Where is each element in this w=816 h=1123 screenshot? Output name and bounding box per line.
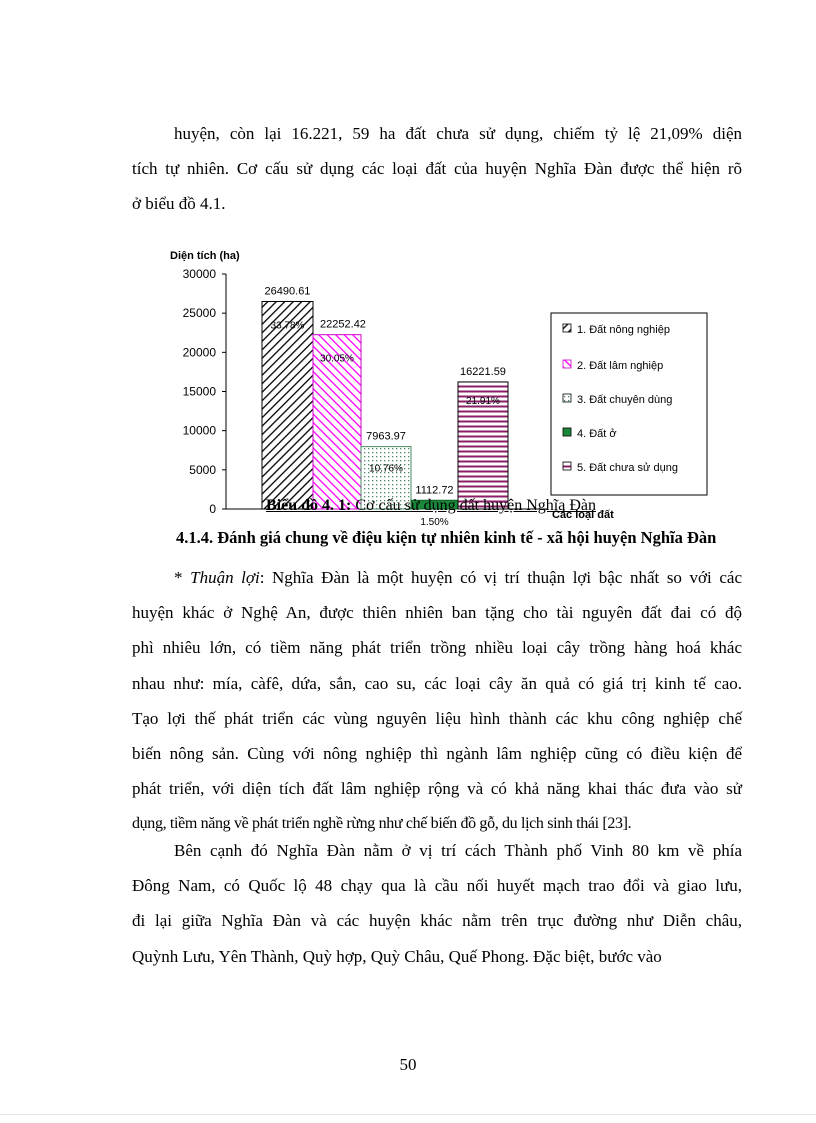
legend-label: 5. Đất chưa sử dụng bbox=[577, 462, 678, 474]
advantage-line: nhau như: mía, càfê, dứa, sắn, cao su, các loại cây ăn quả có giá trị kinh tế cao. bbox=[132, 673, 742, 693]
advantage-label: Thuận lợi bbox=[190, 568, 260, 587]
y-tick-label: 5000 bbox=[189, 462, 216, 477]
advantage-line: dụng, tiềm năng về phát triển nghề rừng như chế biến đồ gỗ, du lịch sinh thái [23]. bbox=[132, 815, 632, 833]
advantage-first-line: : Nghĩa Đàn là một huyện có vị trí thuận lợi bậc nhất so với các bbox=[259, 568, 742, 587]
bar-value-label: 22252.42 bbox=[320, 318, 366, 331]
advantage-paragraph bbox=[132, 560, 742, 842]
y-axis-label: Diện tích (ha) bbox=[170, 250, 240, 262]
caption-label: Biểu đồ 4. 1: bbox=[266, 497, 352, 514]
advantage-line: phát triển, với diện tích đất lâm nghiệp rộng và có khả năng khai thác đưa vào sử bbox=[132, 779, 742, 799]
x-axis-label: Các loại đất bbox=[552, 509, 614, 521]
legend-swatch bbox=[563, 324, 571, 332]
advantage-line bbox=[132, 560, 742, 595]
location-paragraph bbox=[132, 833, 742, 974]
bar-value-label: 7963.97 bbox=[366, 430, 406, 443]
location-line: Quỳnh Lưu, Yên Thành, Quỳ hợp, Quỳ Châu, Quế Phong. Đặc biệt, bước vào bbox=[132, 946, 662, 966]
y-tick-label: 15000 bbox=[182, 384, 216, 399]
advantage-line: huyện khác ở Nghệ An, được thiên nhiên ban tặng cho tài nguyên đất đai có độ bbox=[132, 603, 742, 623]
bar-value-label: 16221.59 bbox=[460, 365, 506, 378]
advantage-line: phì nhiêu lớn, có tiềm năng phát triển trồng nhiều loại cây trồng hàng hoá khác bbox=[132, 638, 742, 658]
land-use-bar-chart bbox=[0, 0, 816, 560]
bar-percent-label: 30.05% bbox=[320, 353, 354, 365]
location-line: Đông Nam, có Quốc lộ 48 chạy qua là cầu nối huyết mạch trao đổi và giao lưu, bbox=[132, 876, 742, 896]
location-line: Bên cạnh đó Nghĩa Đàn nằm ở vị trí cách Thành phố Vinh 80 km về phía bbox=[174, 841, 742, 860]
bar-percent-label: 10.76% bbox=[369, 463, 403, 475]
advantage-line: Tạo lợi thế phát triển các vùng nguyên liệu hình thành các khu công nghiệp chế bbox=[132, 708, 742, 728]
intro-line: ở biểu đồ 4.1. bbox=[132, 194, 226, 214]
bar-percent-label: 33.78% bbox=[270, 320, 305, 332]
legend-swatch bbox=[563, 462, 571, 470]
legend-label: 2. Đất lâm nghiệp bbox=[577, 360, 664, 372]
y-axis-ticks bbox=[183, 267, 226, 516]
y-tick-label: 10000 bbox=[182, 423, 216, 438]
advantage-line: biến nông sản. Cùng với nông nghiệp thì ngành lâm nghiệp cũng có điều kiện để bbox=[132, 744, 742, 764]
bar-percent-label: 21.91% bbox=[466, 395, 500, 407]
location-line: đi lại giữa Nghĩa Đàn và các huyện khác nằm trên trục đường như Diễn châu, bbox=[132, 911, 742, 931]
y-tick-label: 0 bbox=[209, 502, 216, 516]
caption-text: Cơ cấu sử dụng đất huyện Nghĩa Đàn bbox=[351, 497, 596, 514]
page-number: 50 bbox=[399, 1055, 417, 1074]
legend-swatch bbox=[563, 394, 571, 402]
intro-line: huyện, còn lại 16.221, 59 ha đất chưa sử dụng, chiếm tỷ lệ 21,09% diện bbox=[174, 124, 742, 143]
legend-label: 4. Đất ở bbox=[577, 428, 617, 440]
bullet-prefix: * bbox=[174, 568, 191, 587]
bar-percent-label: 1.50% bbox=[420, 517, 449, 528]
chart-caption bbox=[266, 497, 596, 515]
bar-value-label: 1112.72 bbox=[415, 484, 454, 497]
legend-swatch bbox=[563, 360, 571, 368]
intro-line: tích tự nhiên. Cơ cấu sử dụng các loại đất của huyện Nghĩa Đàn được thể hiện rõ bbox=[132, 159, 742, 179]
bar-value-label: 26490.61 bbox=[264, 285, 311, 298]
page-bottom-rule bbox=[0, 1114, 816, 1115]
legend-label: 3. Đất chuyên dùng bbox=[577, 394, 673, 406]
y-tick-label: 25000 bbox=[182, 306, 216, 321]
y-tick-label: 20000 bbox=[182, 345, 216, 360]
y-tick-label: 30000 bbox=[182, 267, 216, 281]
legend-label: 1. Đất nông nghiệp bbox=[577, 324, 670, 336]
legend-swatch bbox=[563, 428, 571, 436]
section-heading: 4.1.4. Đánh giá chung về điệu kiện tự nhiên kinh tế - xã hội huyện Nghĩa Đàn bbox=[176, 528, 717, 547]
bar-1 bbox=[262, 301, 313, 509]
